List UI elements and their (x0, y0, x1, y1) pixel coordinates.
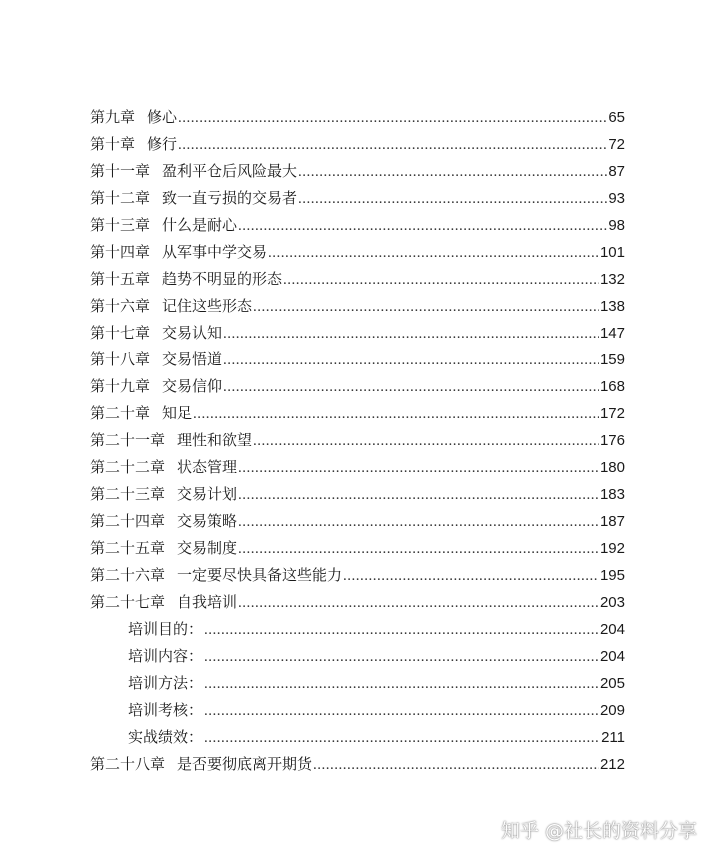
toc-dot-leader (223, 347, 599, 374)
toc-chapter-number: 第九章 (90, 108, 136, 126)
toc-title: 什么是耐心 (162, 215, 238, 234)
toc-entry[interactable] (90, 131, 625, 158)
toc-entry[interactable] (90, 373, 625, 400)
toc-chapter-number: 第十三章 (90, 215, 151, 234)
watermark: 知乎 @社长的资料分享 (500, 820, 697, 842)
toc-page-number: 192 (599, 540, 625, 557)
toc-page-number: 159 (599, 351, 625, 369)
toc-dot-leader (298, 186, 607, 213)
toc-page-number: 98 (608, 216, 625, 234)
toc-title: 修心 (147, 108, 178, 126)
toc-chapter-number: 第十九章 (90, 377, 151, 396)
toc-entry[interactable] (90, 535, 625, 562)
toc-title: 自我培训 (177, 592, 238, 611)
toc-chapter-number: 第二十三章 (90, 485, 166, 504)
toc-entry[interactable] (90, 158, 625, 185)
toc-title: 盈利平仓后风险最大 (162, 161, 298, 180)
toc-entry[interactable] (90, 481, 625, 508)
toc-title: 状态管理 (177, 458, 238, 477)
toc-title: 是否要彻底离开期货 (177, 754, 313, 773)
toc-dot-leader (238, 213, 607, 240)
toc-entry[interactable] (90, 293, 625, 320)
toc-dot-leader (238, 455, 599, 482)
toc-chapter-number: 第十四章 (90, 242, 151, 261)
toc-chapter-number: 第二十五章 (90, 539, 166, 557)
toc-page-number: 132 (599, 270, 625, 288)
table-of-contents (90, 104, 625, 777)
toc-page-number: 147 (599, 324, 625, 342)
toc-title: 培训方法： (128, 673, 204, 692)
toc-title: 培训内容： (128, 646, 204, 665)
toc-page-number: 65 (608, 109, 625, 126)
toc-title: 修行 (147, 134, 178, 153)
toc-chapter-number: 第二十七章 (90, 592, 166, 611)
toc-page-number: 87 (608, 162, 625, 180)
toc-entry[interactable] (90, 751, 625, 778)
toc-chapter-number: 第十六章 (90, 296, 151, 315)
toc-title: 致一直亏损的交易者 (162, 188, 298, 207)
toc-dot-leader (238, 536, 599, 563)
toc-title: 交易制度 (177, 539, 238, 557)
toc-subentry[interactable] (90, 670, 625, 697)
toc-dot-leader (313, 752, 599, 779)
toc-dot-leader (223, 321, 599, 348)
toc-title: 交易计划 (177, 485, 238, 504)
toc-page-number: 204 (599, 620, 625, 638)
toc-entry[interactable] (90, 239, 625, 266)
toc-entry[interactable] (90, 104, 625, 131)
toc-dot-leader (238, 590, 599, 617)
toc-dot-leader (268, 240, 599, 267)
toc-page-number: 212 (599, 755, 625, 773)
toc-entry[interactable] (90, 212, 625, 239)
toc-dot-leader (238, 482, 599, 509)
toc-entry[interactable] (90, 400, 625, 427)
toc-page-number: 172 (599, 405, 625, 423)
toc-title: 培训目的： (128, 619, 204, 638)
toc-title: 培训考核： (128, 700, 204, 719)
toc-page-number: 93 (608, 189, 625, 207)
toc-dot-leader (343, 563, 599, 590)
toc-subentry[interactable] (90, 616, 625, 643)
toc-dot-leader (178, 132, 607, 159)
toc-page-number: 195 (599, 566, 625, 584)
toc-page-number: 101 (599, 243, 625, 261)
toc-dot-leader (253, 428, 599, 455)
toc-chapter-number: 第二十六章 (90, 565, 166, 584)
toc-page-number: 72 (608, 135, 625, 153)
toc-entry[interactable] (90, 266, 625, 293)
toc-chapter-number: 第二十八章 (90, 754, 166, 773)
toc-dot-leader (193, 401, 599, 428)
toc-subentry[interactable] (90, 724, 625, 751)
toc-title: 一定要尽快具备这些能力 (177, 565, 343, 584)
toc-subentry[interactable] (90, 643, 625, 670)
toc-title: 知足 (162, 404, 193, 423)
toc-chapter-number: 第十七章 (90, 323, 151, 342)
toc-dot-leader (223, 374, 599, 401)
toc-dot-leader (283, 267, 599, 294)
toc-dot-leader (238, 509, 599, 536)
toc-entry[interactable] (90, 454, 625, 481)
toc-entry[interactable] (90, 508, 625, 535)
toc-chapter-number: 第十一章 (90, 161, 151, 180)
toc-dot-leader (298, 159, 607, 186)
toc-page-number: 180 (599, 459, 625, 477)
toc-title: 理性和欲望 (177, 431, 253, 450)
toc-entry[interactable] (90, 589, 625, 616)
toc-page-number: 203 (599, 593, 625, 611)
toc-page-number: 187 (599, 513, 625, 531)
toc-page-number: 176 (599, 432, 625, 450)
toc-title: 趋势不明显的形态 (162, 269, 283, 288)
toc-chapter-number: 第十二章 (90, 188, 151, 207)
toc-title: 交易信仰 (162, 377, 223, 396)
toc-page-number: 209 (599, 701, 625, 719)
toc-page-number: 205 (599, 674, 625, 692)
toc-chapter-number: 第十五章 (90, 269, 151, 288)
toc-entry[interactable] (90, 562, 625, 589)
toc-entry[interactable] (90, 427, 625, 454)
toc-dot-leader (178, 105, 607, 132)
toc-dot-leader (204, 644, 599, 671)
toc-title: 实战绩效： (128, 727, 204, 746)
toc-chapter-number: 第二十二章 (90, 458, 166, 477)
toc-dot-leader (204, 617, 599, 644)
toc-chapter-number: 第十章 (90, 134, 136, 153)
toc-dot-leader (204, 671, 599, 698)
toc-title: 从军事中学交易 (162, 242, 268, 261)
toc-title: 交易策略 (177, 512, 238, 531)
toc-chapter-number: 第二十章 (90, 404, 151, 423)
toc-page-number: 183 (599, 486, 625, 504)
toc-chapter-number: 第十八章 (90, 350, 151, 369)
toc-dot-leader (204, 698, 599, 725)
toc-page-number: 204 (599, 647, 625, 665)
toc-chapter-number: 第二十四章 (90, 512, 166, 531)
toc-entry[interactable] (90, 346, 625, 373)
toc-title: 交易悟道 (162, 350, 223, 369)
toc-entry[interactable] (90, 320, 625, 347)
toc-page-number: 211 (601, 728, 625, 746)
toc-subentry[interactable] (90, 697, 625, 724)
toc-chapter-number: 第二十一章 (90, 431, 166, 450)
toc-page-number: 168 (599, 378, 625, 396)
toc-title: 记住这些形态 (162, 296, 253, 315)
toc-dot-leader (204, 725, 600, 752)
toc-dot-leader (253, 294, 599, 321)
toc-title: 交易认知 (162, 323, 223, 342)
toc-entry[interactable] (90, 185, 625, 212)
toc-page-number: 138 (599, 297, 625, 315)
